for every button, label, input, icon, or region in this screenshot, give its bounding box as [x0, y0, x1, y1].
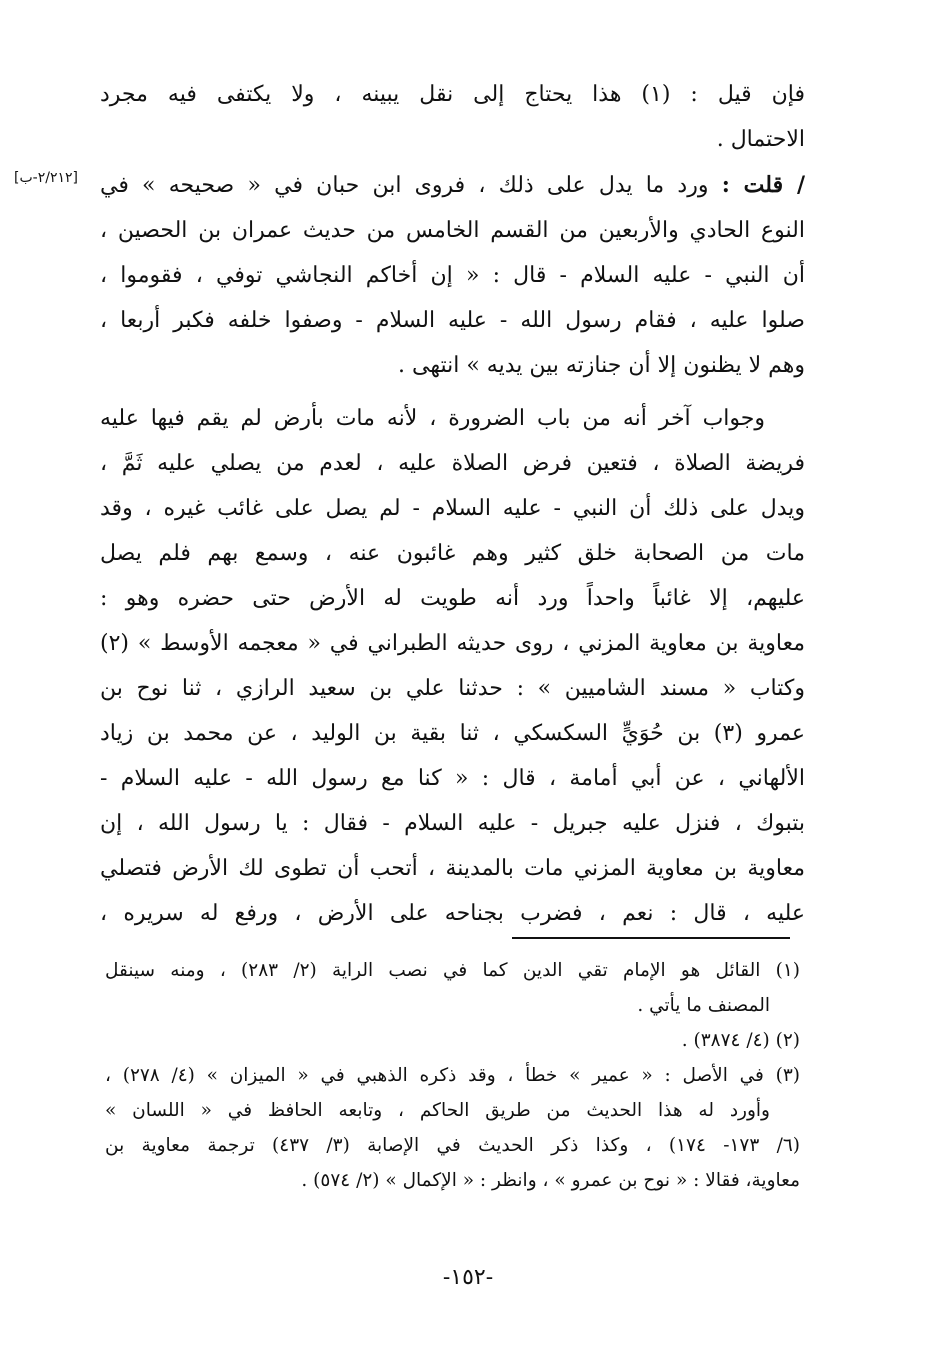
text-line: وجواب آخر أنه من باب الضرورة ، لأنه مات بأرض لم يقم فيها عليه [100, 406, 765, 431]
text-line-content: ورد ما يدل على ذلك ، فروى ابن حبان في « صحيحه » في [100, 173, 709, 198]
footnote-separator [512, 937, 790, 939]
text-line: مات من الصحابة خلق كثير وهم غائبون عنه ، وسمع بهم فلم يصل [100, 541, 805, 566]
text-line: الاحتمال . [716, 127, 805, 152]
page-number: -١٥٢- [442, 1265, 494, 1290]
footnotes [105, 953, 800, 1198]
text-line: عمرو (٣) بن حُوَيٍّ السكسكي ، ثنا بقية بن الوليد ، عن محمد بن زياد [100, 721, 805, 746]
text-line: أن النبي - عليه السلام - قال : « إن أخاكم النجاشي توفي ، فقوموا ، [100, 263, 805, 288]
paragraph-second-answer [100, 396, 805, 936]
text-line: النوع الحادي والأربعين من القسم الخامس من حديث عمران بن الحصين ، [100, 218, 805, 243]
paragraph-question [100, 72, 805, 162]
text-line: ويدل على ذلك أن النبي - عليه السلام - لم يصل على غائب غيره ، وقد [100, 496, 805, 521]
text-line: صلوا عليه ، فقام رسول الله - عليه السلام - وصفوا خلفه فكبر أربعا ، [100, 308, 805, 333]
footnote-line: معاوية، فقالا : « نوح بن عمرو » ، وانظر : « الإكمال » (٢/ ٥٧٤) . [301, 1170, 800, 1191]
text-line: وهم لا يظنون إلا أن جنازته بين يديه » انتهى . [398, 353, 805, 378]
text-line: وكتاب « مسند الشاميين » : حدثنا علي بن سعيد الرازي ، ثنا نوح بن [100, 676, 805, 701]
text-line: معاوية بن معاوية المزني ، روى حديثه الطبراني في « معجمه الأوسط » (٢) [100, 631, 805, 656]
paragraph-answer [100, 163, 805, 388]
footnote-line: (٢) (٤/ ٣٨٧٤) . [681, 1030, 800, 1051]
footnote-line: وأورد له هذا الحديث من طريق الحاكم ، وتابعه الحافظ في « اللسان » [105, 1100, 770, 1121]
answer-lead: / قلت : [721, 172, 805, 198]
text-line: عليه ، قال : نعم ، فضرب بجناحه على الأرض ، ورفع له سريره ، [100, 901, 805, 926]
text-line: فريضة الصلاة ، فتعين فرض الصلاة عليه ، لعدم من يصلي عليه ثَمَّ ، [100, 451, 805, 476]
text-line: الألهاني ، عن أبي أمامة ، قال : « كنا مع رسول الله - عليه السلام - [100, 766, 805, 791]
text-line: معاوية بن معاوية المزني مات بالمدينة ، أتحب أن تطوى لك الأرض فتصلي [100, 856, 805, 881]
text-line: عليهم، إلا غائباً واحداً ورد أنه طويت له الأرض حتى حضره وهو : [100, 586, 805, 611]
footnote-line: المصنف ما يأتي . [637, 995, 770, 1016]
margin-manuscript-reference: [٢/٢١٢-ب] [14, 170, 78, 186]
footnote-line: (٣) في الأصل : « عمير » خطأ ، وقد ذكره الذهبي في « الميزان » (٤/ ٢٧٨) ، [105, 1065, 800, 1086]
text-line [100, 163, 805, 208]
text-line: فإن قيل : (١) هذا يحتاج إلى نقل يبينه ، ولا يكتفى فيه مجرد [100, 82, 805, 107]
text-line: بتبوك ، فنزل عليه جبريل - عليه السلام - فقال : يا رسول الله ، إن [100, 811, 805, 836]
footnote-line: (٦/ ١٧٣- ١٧٤) ، وكذا ذكر الحديث في الإصابة (٣/ ٤٣٧) ترجمة معاوية بن [105, 1135, 800, 1156]
footnote-line: (١) القائل هو الإمام تقي الدين كما في نصب الراية (٢/ ٢٨٣) ، ومنه سينقل [105, 960, 800, 981]
